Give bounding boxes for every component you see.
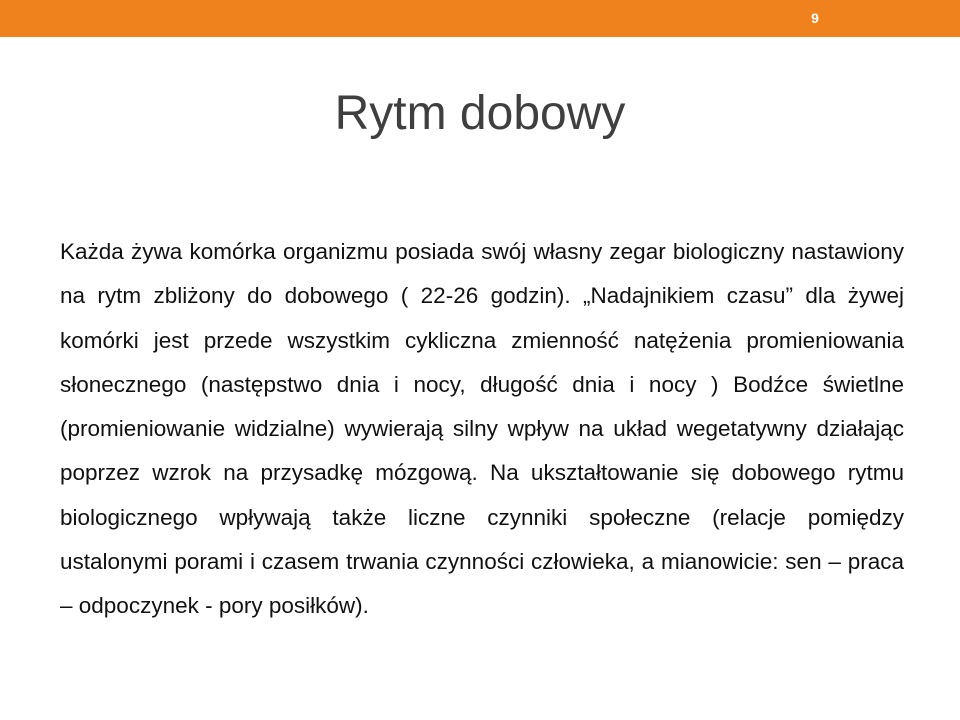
- slide-body-text: Każda żywa komórka organizmu posiada swój własny zegar biologiczny nastawiony na rytm zbliżony do dobowego ( 22-26 godzin). „Nadajnikiem czasu” dla żywej komórki jest przede wszystkim cykliczna zmienność natężenia promieniowania słonecznego (następstwo dnia i nocy, długość dnia i nocy ) Bodźce świetlne (promieniowanie widzialne) wywierają silny wpływ na układ wegetatywny działając poprzez wzrok na przysadkę mózgową. Na ukształtowanie się dobowego rytmu biologicznego wpływają także liczne czynniki społeczne (relacje pomiędzy ustalonymi porami i czasem trwania czynności człowieka, a mianowicie: sen – praca – odpoczynek - pory posiłków).: [60, 239, 904, 619]
- slide-title: Rytm dobowy: [334, 87, 626, 140]
- slide-number: 9: [811, 10, 819, 26]
- top-accent-bar: [0, 0, 960, 37]
